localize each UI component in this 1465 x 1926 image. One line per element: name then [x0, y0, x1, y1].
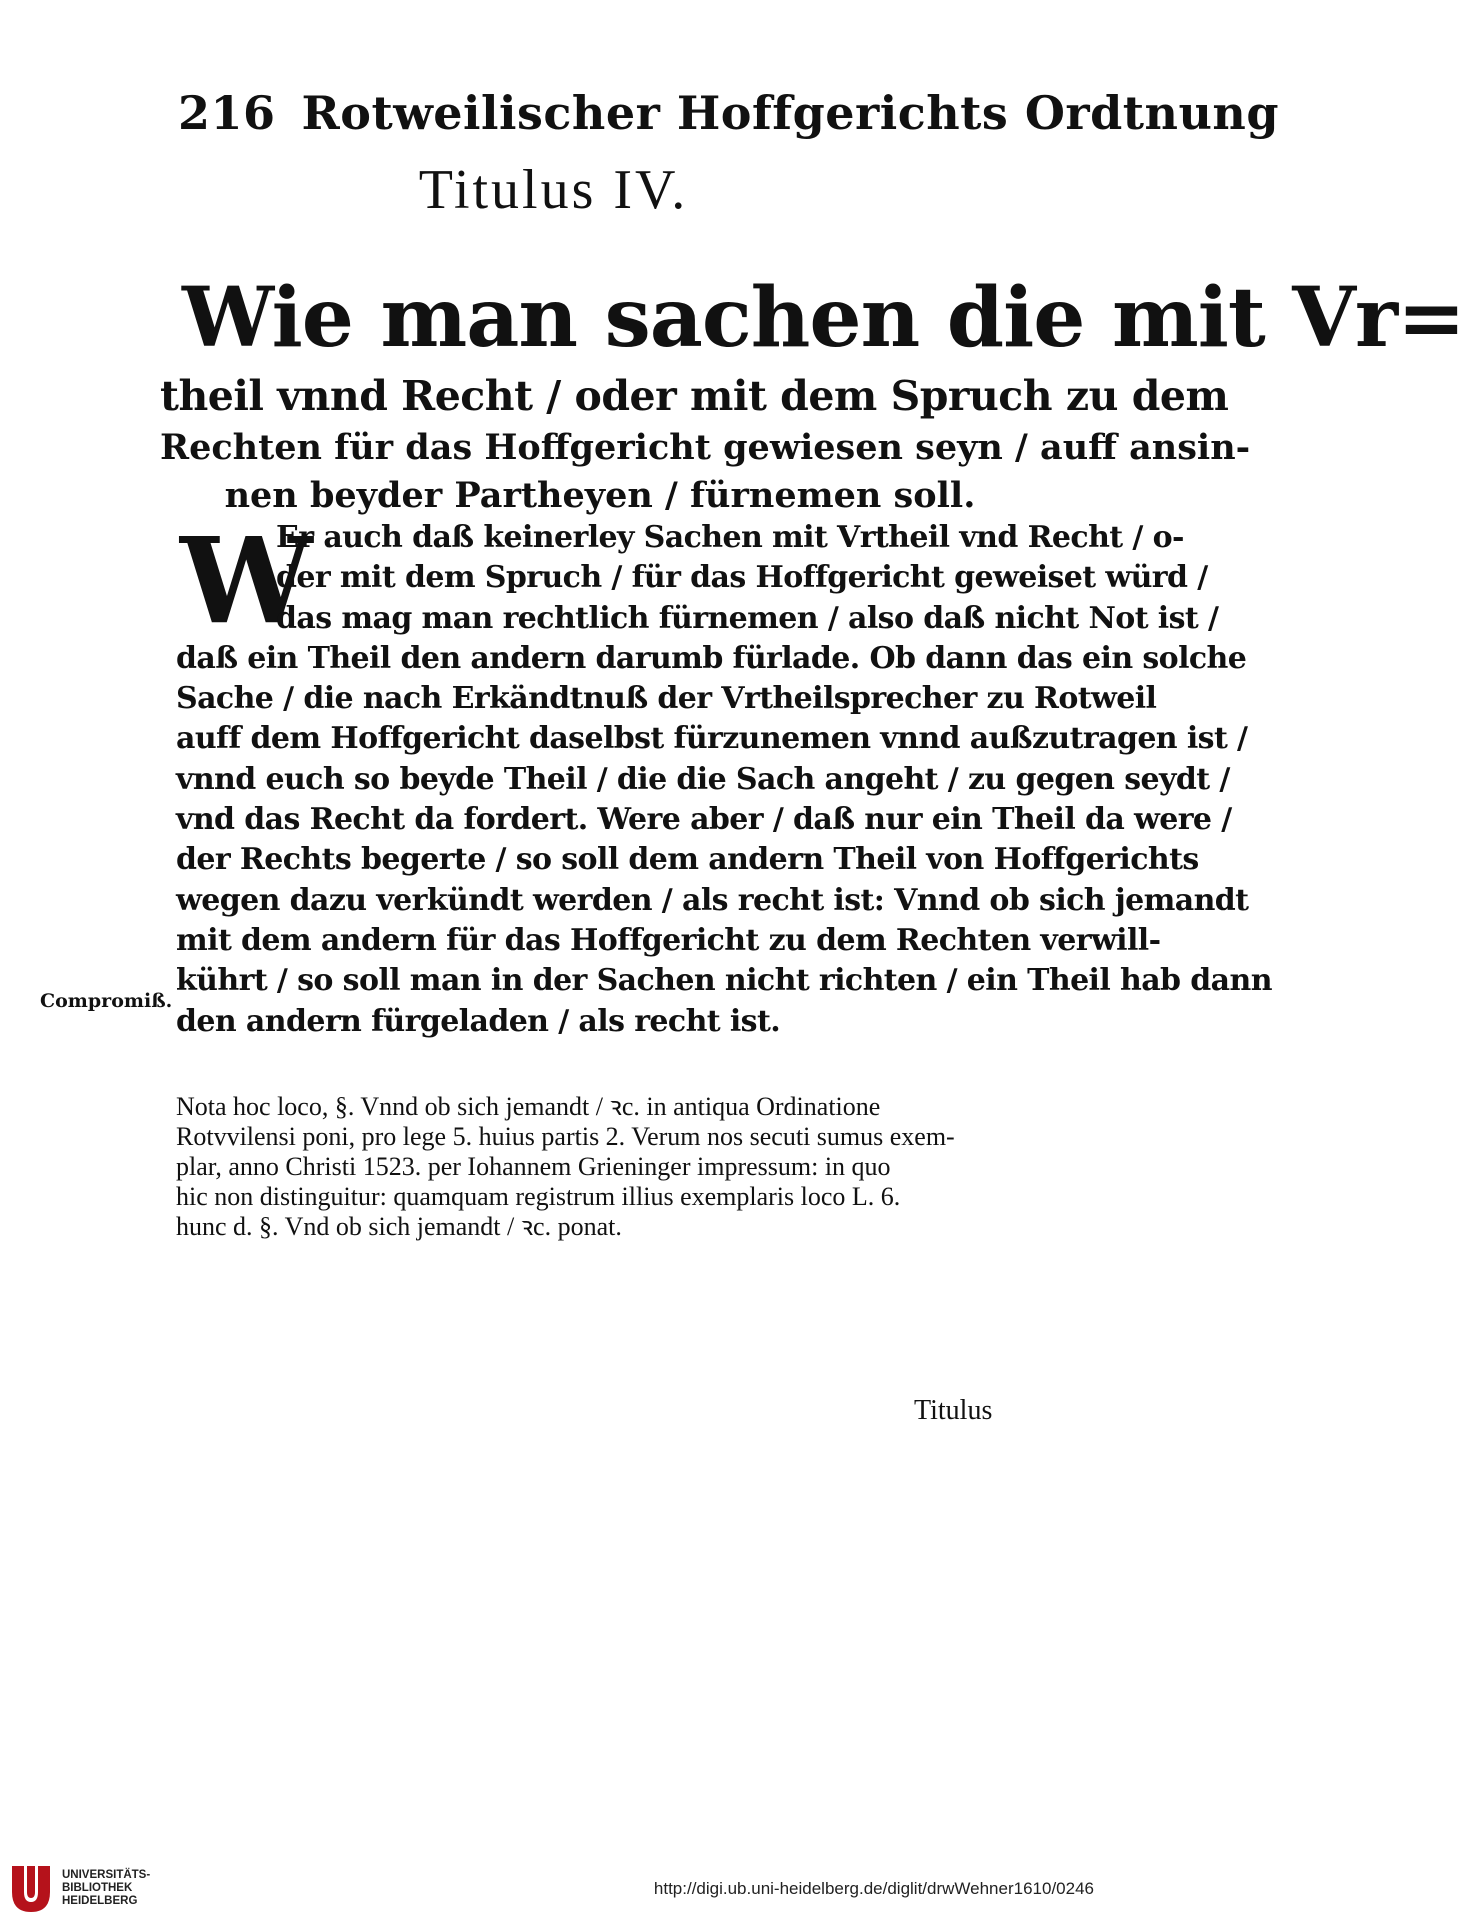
body-text — [176, 511, 1272, 1042]
permalink-url[interactable]: http://digi.ub.uni-heidelberg.de/diglit/drwWehner1610/0246 — [653, 1879, 1094, 1898]
nota-line: plar, anno Christi 1523. per Iohannem Grieninger impressum: in quo — [176, 1152, 891, 1181]
body-line: Sache / die nach Erkändtnuß der Vrtheilsprecher zu Rotweil — [176, 681, 1157, 717]
drop-cap: W — [180, 511, 313, 650]
nota-line: Nota hoc loco, §. Vnnd ob sich jemandt / ꝛc. in antiqua Ordinatione — [176, 1092, 881, 1121]
body-line: wegen dazu verkündt werden / als recht ist: Vnnd ob sich jemandt — [176, 882, 1249, 918]
body-line: kührt / so soll man in der Sachen nicht richten / ein Theil hab dann — [176, 963, 1272, 999]
running-head-title: Rotweilischer Hoffgerichts Ordtnung — [301, 86, 1280, 140]
body-line: auff dem Hoffgericht daselbst fürzunemen vnnd außzutragen ist / — [176, 721, 1248, 757]
nota-line: hunc d. §. Vnd ob sich jemandt / ꝛc. ponat. — [176, 1212, 622, 1241]
body-line: der mit dem Spruch / für das Hoffgericht geweiset würd / — [276, 560, 1208, 596]
heading-line-2: theil vnnd Recht / oder mit dem Spruch zu dem — [160, 372, 1229, 420]
heading-line-4: nen beyder Partheyen / fürnemen soll. — [224, 475, 976, 516]
nota-line: Rotvvilensi poni, pro lege 5. huius partis 2. Verum nos secuti sumus exem- — [176, 1122, 955, 1151]
body-line: vnd das Recht da fordert. Were aber / daß nur ein Theil da were / — [176, 802, 1232, 838]
section-title: Titulus IV. — [418, 159, 689, 221]
body-line: mit dem andern für das Hoffgericht zu dem Rechten verwill- — [176, 922, 1161, 958]
logo-line: HEIDELBERG — [62, 1895, 138, 1907]
body-line: Er auch daß keinerley Sachen mit Vrtheil vnd Recht / o- — [276, 520, 1184, 555]
body-line: das mag man rechtlich fürnemen / also daß nicht Not ist / — [276, 600, 1219, 636]
footer-bar — [0, 1858, 1107, 1926]
body-line: vnnd euch so beyde Theil / die die Sach angeht / zu gegen seydt / — [176, 761, 1230, 797]
logo-line: BIBLIOTHEK — [62, 1882, 133, 1894]
library-logo-icon[interactable] — [8, 1862, 54, 1914]
heading-line-3: Rechten für das Hoffgericht gewiesen seyn / auff ansin- — [160, 427, 1251, 468]
chapter-heading — [160, 268, 1465, 520]
body-line: daß ein Theil den andern darumb fürlade. Ob dann das ein solche — [176, 640, 1247, 676]
heading-line-1: Wie man sachen die mit Vr= — [182, 270, 1465, 366]
running-head — [178, 86, 1280, 140]
page-number: 216 — [178, 86, 276, 140]
logo-line: UNIVERSITÄTS- — [62, 1869, 151, 1881]
catchword: Titulus — [914, 1395, 993, 1426]
nota-paragraph — [176, 1092, 1036, 1242]
nota-line: hic non distinguitur: quamquam registrum illius exemplaris loco L. 6. — [176, 1182, 901, 1211]
body-line: den andern fürgeladen / als recht ist. — [176, 1003, 781, 1039]
margin-note: Compromiß. — [40, 990, 173, 1012]
body-line: der Rechts begerte / so soll dem andern Theil von Hoffgerichts — [176, 842, 1199, 878]
library-logo-text[interactable] — [62, 1869, 150, 1908]
